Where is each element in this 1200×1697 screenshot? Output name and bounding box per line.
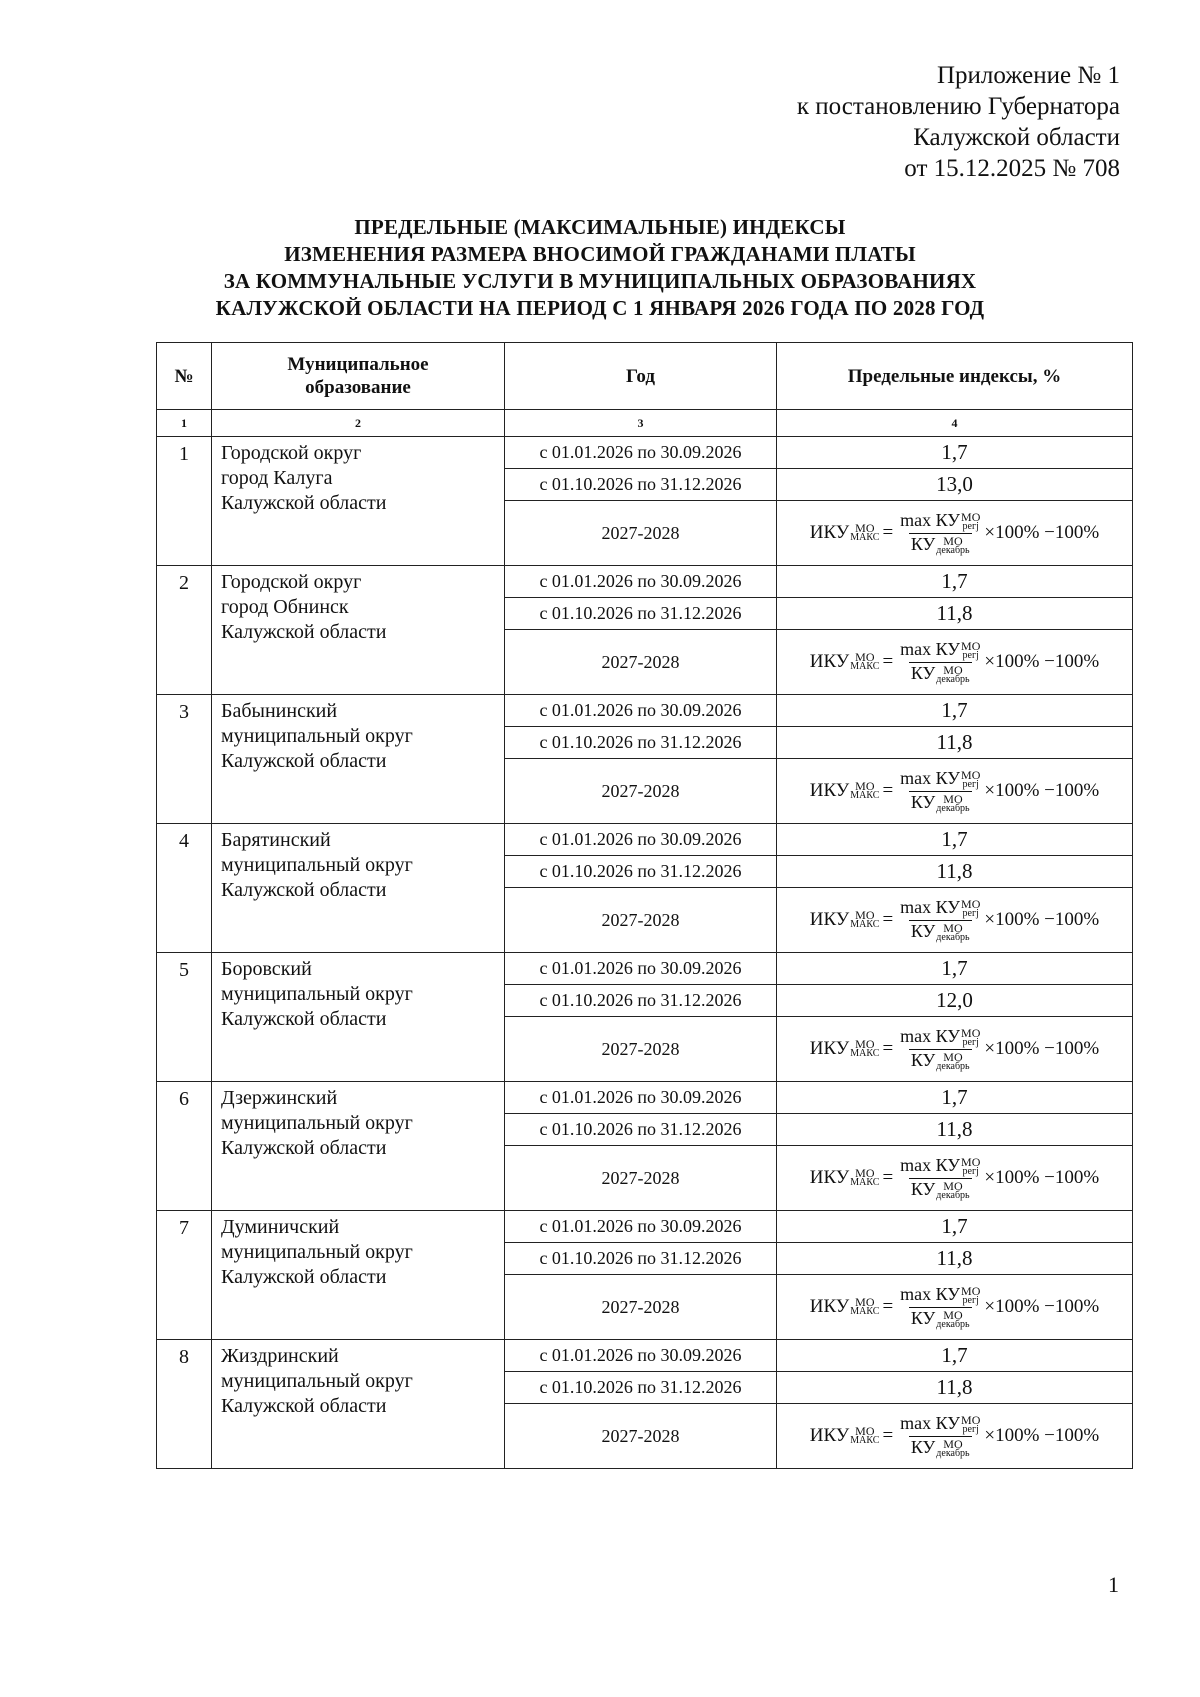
index-value: 1,7: [777, 695, 1133, 727]
municipality-line: Бабынинский: [221, 700, 338, 722]
row-number: 5: [157, 953, 212, 1082]
formula-fraction: [898, 897, 982, 943]
formula-sub: декабрь: [936, 1060, 970, 1072]
formula-sup: МО: [855, 650, 875, 664]
formula-lhs-indices: [850, 652, 879, 672]
period-cell: с 01.10.2026 по 31.12.2026: [505, 1114, 777, 1146]
formula-num-indices: [961, 899, 980, 919]
formula-lhs: ИКУ: [809, 1296, 850, 1317]
index-value: 1,7: [777, 1082, 1133, 1114]
formula-sub: декабрь: [936, 673, 970, 685]
formula-sub: регj: [962, 521, 979, 532]
formula-den-text: КУ: [910, 1179, 936, 1199]
formula-sub: регj: [962, 908, 979, 919]
header-line: Приложение № 1: [936, 62, 1120, 89]
row-number: 6: [157, 1082, 212, 1211]
formula-num-indices: [961, 1286, 980, 1306]
formula-num-indices: [961, 1028, 980, 1048]
period-cell: с 01.10.2026 по 31.12.2026: [505, 985, 777, 1017]
row-number: 8: [157, 1340, 212, 1469]
municipality-line: Боровский: [221, 958, 312, 980]
formula-sub: декабрь: [936, 802, 970, 814]
formula-numerator: [898, 639, 982, 662]
municipality-line: Калужской области: [221, 1008, 387, 1030]
row-number: 3: [157, 695, 212, 824]
period-cell: 2027-2028: [505, 1404, 777, 1469]
index-value: 11,8: [777, 1114, 1133, 1146]
formula-tail: ×100% −100%: [984, 780, 1100, 801]
index-value: 1,7: [777, 437, 1133, 469]
formula-numerator: [898, 768, 982, 791]
municipality-name: [212, 953, 505, 1082]
formula-sup: МО: [961, 1026, 981, 1040]
formula-equals: =: [882, 1038, 894, 1059]
index-value: 11,8: [777, 856, 1133, 888]
formula-numerator: [898, 1026, 982, 1049]
index-formula: [810, 768, 1099, 814]
formula-num-indices: [961, 1157, 980, 1177]
municipality-line: Калужской области: [221, 1395, 387, 1417]
municipality-line: Городской округ: [221, 442, 362, 464]
table-row: [157, 695, 1133, 727]
municipality-line: Калужской области: [221, 1137, 387, 1159]
formula-fraction: [898, 1413, 982, 1459]
period-cell: с 01.01.2026 по 30.09.2026: [505, 1340, 777, 1372]
municipality-line: Калужской области: [221, 1266, 387, 1288]
municipality-line: Городской округ: [221, 571, 362, 593]
formula-sup: МО: [943, 533, 963, 548]
formula-sub: декабрь: [936, 1189, 970, 1201]
formula-sub: регj: [962, 1424, 979, 1435]
formula-sub: регj: [962, 1166, 979, 1177]
formula-sub: МАКС: [850, 790, 880, 801]
formula-equals: =: [882, 522, 894, 543]
municipality-line: Калужской области: [221, 879, 387, 901]
formula-equals: =: [882, 909, 894, 930]
table-row: [157, 1211, 1133, 1243]
formula-fraction: [898, 510, 982, 556]
col-number: 1: [157, 410, 212, 437]
formula-den-text: КУ: [910, 792, 936, 812]
formula-denominator: [909, 791, 972, 814]
title-line: ЗА КОММУНАЛЬНЫЕ УСЛУГИ В МУНИЦИПАЛЬНЫХ ОБРАЗОВАНИЯХ: [223, 269, 977, 293]
table-row: [157, 566, 1133, 598]
period-cell: с 01.10.2026 по 31.12.2026: [505, 1372, 777, 1404]
index-formula: [810, 1413, 1099, 1459]
header-line: Калужской области: [913, 124, 1120, 151]
period-cell: 2027-2028: [505, 1146, 777, 1211]
formula-fraction: [898, 1155, 982, 1201]
municipality-line: Думиничский: [221, 1216, 340, 1238]
formula-sup: МО: [961, 768, 981, 782]
formula-den-text: КУ: [910, 921, 936, 941]
formula-den-indices: [936, 662, 970, 685]
formula-sub: декабрь: [936, 1447, 970, 1459]
index-value: 1,7: [777, 824, 1133, 856]
formula-lhs: ИКУ: [809, 909, 850, 930]
period-cell: с 01.01.2026 по 30.09.2026: [505, 437, 777, 469]
formula-den-text: КУ: [910, 663, 936, 683]
index-formula: [810, 1026, 1099, 1072]
municipality-name: [212, 824, 505, 953]
header-num: №: [157, 343, 212, 410]
municipality-name: [212, 566, 505, 695]
formula-sub: регj: [962, 1037, 979, 1048]
period-cell: с 01.01.2026 по 30.09.2026: [505, 824, 777, 856]
formula-lhs-indices: [850, 1168, 879, 1188]
period-cell: 2027-2028: [505, 630, 777, 695]
municipality-line: Калужской области: [221, 492, 387, 514]
formula-denominator: [909, 1049, 972, 1072]
municipality-line: муниципальный округ: [221, 1370, 413, 1392]
index-formula: [810, 897, 1099, 943]
formula-sup: МО: [855, 779, 875, 793]
municipality-line: Барятинский: [221, 829, 331, 851]
formula-numerator: [898, 897, 982, 920]
formula-denominator: [909, 1436, 972, 1459]
formula-den-indices: [936, 533, 970, 556]
formula-fraction: [898, 1026, 982, 1072]
formula-sup: МО: [961, 1413, 981, 1427]
formula-sup: МО: [943, 662, 963, 677]
formula-sup: МО: [961, 1155, 981, 1169]
formula-cell: [777, 1404, 1133, 1469]
formula-lhs: ИКУ: [809, 780, 850, 801]
formula-tail: ×100% −100%: [984, 522, 1100, 543]
period-cell: с 01.01.2026 по 30.09.2026: [505, 953, 777, 985]
index-formula: [810, 510, 1099, 556]
formula-numerator: [898, 1284, 982, 1307]
period-cell: с 01.01.2026 по 30.09.2026: [505, 1211, 777, 1243]
row-number: 2: [157, 566, 212, 695]
municipality-line: Дзержинский: [221, 1087, 338, 1109]
formula-sub: декабрь: [936, 544, 970, 556]
index-formula: [810, 639, 1099, 685]
formula-sub: МАКС: [850, 1435, 880, 1446]
formula-den-indices: [936, 920, 970, 943]
row-number: 7: [157, 1211, 212, 1340]
table-row: [157, 953, 1133, 985]
municipality-line: муниципальный округ: [221, 725, 413, 747]
formula-denominator: [909, 1307, 972, 1330]
formula-den-text: КУ: [910, 534, 936, 554]
formula-equals: =: [882, 780, 894, 801]
index-value: 11,8: [777, 598, 1133, 630]
col-number: 2: [212, 410, 505, 437]
formula-num-indices: [961, 770, 980, 790]
formula-sub: декабрь: [936, 931, 970, 943]
formula-sup: МО: [943, 920, 963, 935]
formula-num-indices: [961, 641, 980, 661]
header-line: от 15.12.2025 № 708: [904, 155, 1120, 182]
formula-num-text: max КУ: [900, 1284, 961, 1305]
formula-sub: МАКС: [850, 1048, 880, 1059]
formula-lhs-indices: [850, 523, 879, 543]
formula-lhs-indices: [850, 781, 879, 801]
header-line: к постановлению Губернатора: [796, 93, 1120, 120]
formula-num-indices: [961, 1415, 980, 1435]
index-value: 11,8: [777, 727, 1133, 759]
period-cell: с 01.10.2026 по 31.12.2026: [505, 856, 777, 888]
formula-cell: [777, 888, 1133, 953]
formula-sub: регj: [962, 650, 979, 661]
formula-cell: [777, 501, 1133, 566]
formula-equals: =: [882, 651, 894, 672]
formula-cell: [777, 1275, 1133, 1340]
formula-denominator: [909, 1178, 972, 1201]
formula-sup: МО: [855, 1295, 875, 1309]
formula-tail: ×100% −100%: [984, 1038, 1100, 1059]
formula-den-indices: [936, 1436, 970, 1459]
formula-sup: МО: [943, 1307, 963, 1322]
formula-den-indices: [936, 791, 970, 814]
municipality-line: муниципальный округ: [221, 1112, 413, 1134]
col-number: 4: [777, 410, 1133, 437]
formula-sup: МО: [961, 897, 981, 911]
formula-cell: [777, 1017, 1133, 1082]
period-cell: с 01.10.2026 по 31.12.2026: [505, 727, 777, 759]
column-numbers-row: [157, 410, 1133, 437]
formula-sup: МО: [855, 1166, 875, 1180]
municipality-name: [212, 695, 505, 824]
formula-sup: МО: [943, 1049, 963, 1064]
formula-den-indices: [936, 1178, 970, 1201]
row-number: 4: [157, 824, 212, 953]
formula-cell: [777, 630, 1133, 695]
index-formula: [810, 1155, 1099, 1201]
formula-num-text: max КУ: [900, 639, 961, 660]
formula-cell: [777, 1146, 1133, 1211]
municipality-name: [212, 1082, 505, 1211]
municipality-line: Жиздринский: [221, 1345, 339, 1367]
formula-den-text: КУ: [910, 1050, 936, 1070]
municipality-line: Калужской области: [221, 621, 387, 643]
formula-equals: =: [882, 1296, 894, 1317]
formula-lhs-indices: [850, 1039, 879, 1059]
header-year: Год: [505, 343, 777, 410]
municipality-name: [212, 437, 505, 566]
index-value: 1,7: [777, 1340, 1133, 1372]
formula-num-text: max КУ: [900, 768, 961, 789]
period-cell: с 01.10.2026 по 31.12.2026: [505, 469, 777, 501]
formula-lhs: ИКУ: [809, 1167, 850, 1188]
formula-sub: регj: [962, 1295, 979, 1306]
title-line: ИЗМЕНЕНИЯ РАЗМЕРА ВНОСИМОЙ ГРАЖДАНАМИ ПЛАТЫ: [284, 242, 916, 266]
formula-numerator: [898, 1413, 982, 1436]
formula-cell: [777, 759, 1133, 824]
formula-sub: МАКС: [850, 1177, 880, 1188]
formula-equals: =: [882, 1425, 894, 1446]
col-number: 3: [505, 410, 777, 437]
formula-num-text: max КУ: [900, 1026, 961, 1047]
header-index: Предельные индексы, %: [777, 343, 1133, 410]
formula-equals: =: [882, 1167, 894, 1188]
formula-sub: МАКС: [850, 1306, 880, 1317]
formula-numerator: [898, 1155, 982, 1178]
formula-denominator: [909, 662, 972, 685]
formula-sup: МО: [961, 639, 981, 653]
formula-sub: МАКС: [850, 532, 880, 543]
formula-sub: МАКС: [850, 919, 880, 930]
formula-sup: МО: [943, 1436, 963, 1451]
formula-sub: регj: [962, 779, 979, 790]
table-row: [157, 1340, 1133, 1372]
period-cell: с 01.01.2026 по 30.09.2026: [505, 695, 777, 727]
header-mo-line: Муниципальное: [287, 354, 429, 375]
municipality-name: [212, 1340, 505, 1469]
formula-sup: МО: [961, 1284, 981, 1298]
index-value: 11,8: [777, 1243, 1133, 1275]
formula-sup: МО: [855, 521, 875, 535]
formula-lhs: ИКУ: [809, 651, 850, 672]
index-value: 12,0: [777, 985, 1133, 1017]
formula-num-text: max КУ: [900, 1155, 961, 1176]
formula-fraction: [898, 1284, 982, 1330]
municipality-line: муниципальный округ: [221, 983, 413, 1005]
formula-lhs: ИКУ: [809, 1038, 850, 1059]
period-cell: 2027-2028: [505, 1275, 777, 1340]
document-header: [700, 60, 1120, 184]
formula-sup: МО: [855, 1037, 875, 1051]
formula-fraction: [898, 768, 982, 814]
period-cell: с 01.01.2026 по 30.09.2026: [505, 1082, 777, 1114]
formula-den-indices: [936, 1049, 970, 1072]
formula-lhs: ИКУ: [809, 1425, 850, 1446]
formula-den-indices: [936, 1307, 970, 1330]
period-cell: с 01.10.2026 по 31.12.2026: [505, 1243, 777, 1275]
period-cell: 2027-2028: [505, 501, 777, 566]
period-cell: 2027-2028: [505, 888, 777, 953]
formula-sub: МАКС: [850, 661, 880, 672]
period-cell: 2027-2028: [505, 1017, 777, 1082]
indices-table: [156, 342, 1133, 1469]
title-line: КАЛУЖСКОЙ ОБЛАСТИ НА ПЕРИОД С 1 ЯНВАРЯ 2026 ГОДА ПО 2028 ГОД: [215, 296, 985, 320]
formula-tail: ×100% −100%: [984, 1167, 1100, 1188]
table-row: [157, 1082, 1133, 1114]
page-number: 1: [1108, 1572, 1119, 1597]
period-cell: с 01.01.2026 по 30.09.2026: [505, 566, 777, 598]
formula-sup: МО: [855, 908, 875, 922]
index-value: 1,7: [777, 1211, 1133, 1243]
municipality-name: [212, 1211, 505, 1340]
document-title: [150, 214, 1050, 322]
formula-num-indices: [961, 512, 980, 532]
formula-lhs: ИКУ: [809, 522, 850, 543]
formula-num-text: max КУ: [900, 510, 961, 531]
formula-fraction: [898, 639, 982, 685]
municipality-line: город Калуга: [221, 467, 333, 489]
index-value: 13,0: [777, 469, 1133, 501]
municipality-line: Калужской области: [221, 750, 387, 772]
formula-sup: МО: [855, 1424, 875, 1438]
index-value: 1,7: [777, 953, 1133, 985]
formula-num-text: max КУ: [900, 1413, 961, 1434]
formula-lhs-indices: [850, 910, 879, 930]
formula-tail: ×100% −100%: [984, 1296, 1100, 1317]
municipality-line: муниципальный округ: [221, 854, 413, 876]
header-municipality: [212, 343, 505, 410]
table-header-row: [157, 343, 1133, 410]
formula-numerator: [898, 510, 982, 533]
formula-denominator: [909, 533, 972, 556]
table-row: [157, 437, 1133, 469]
row-number: 1: [157, 437, 212, 566]
index-value: 11,8: [777, 1372, 1133, 1404]
formula-lhs-indices: [850, 1426, 879, 1446]
formula-num-text: max КУ: [900, 897, 961, 918]
index-formula: [810, 1284, 1099, 1330]
municipality-line: муниципальный округ: [221, 1241, 413, 1263]
period-cell: с 01.10.2026 по 31.12.2026: [505, 598, 777, 630]
index-value: 1,7: [777, 566, 1133, 598]
formula-tail: ×100% −100%: [984, 909, 1100, 930]
formula-sub: декабрь: [936, 1318, 970, 1330]
municipality-line: город Обнинск: [221, 596, 349, 618]
formula-den-text: КУ: [910, 1437, 936, 1457]
formula-den-text: КУ: [910, 1308, 936, 1328]
formula-sup: МО: [943, 791, 963, 806]
formula-denominator: [909, 920, 972, 943]
formula-sup: МО: [961, 510, 981, 524]
table-row: [157, 824, 1133, 856]
header-mo-line: образование: [305, 377, 411, 398]
formula-tail: ×100% −100%: [984, 1425, 1100, 1446]
period-cell: 2027-2028: [505, 759, 777, 824]
table-body: [157, 437, 1133, 1469]
title-line: ПРЕДЕЛЬНЫЕ (МАКСИМАЛЬНЫЕ) ИНДЕКСЫ: [354, 215, 846, 239]
formula-tail: ×100% −100%: [984, 651, 1100, 672]
formula-sup: МО: [943, 1178, 963, 1193]
formula-lhs-indices: [850, 1297, 879, 1317]
